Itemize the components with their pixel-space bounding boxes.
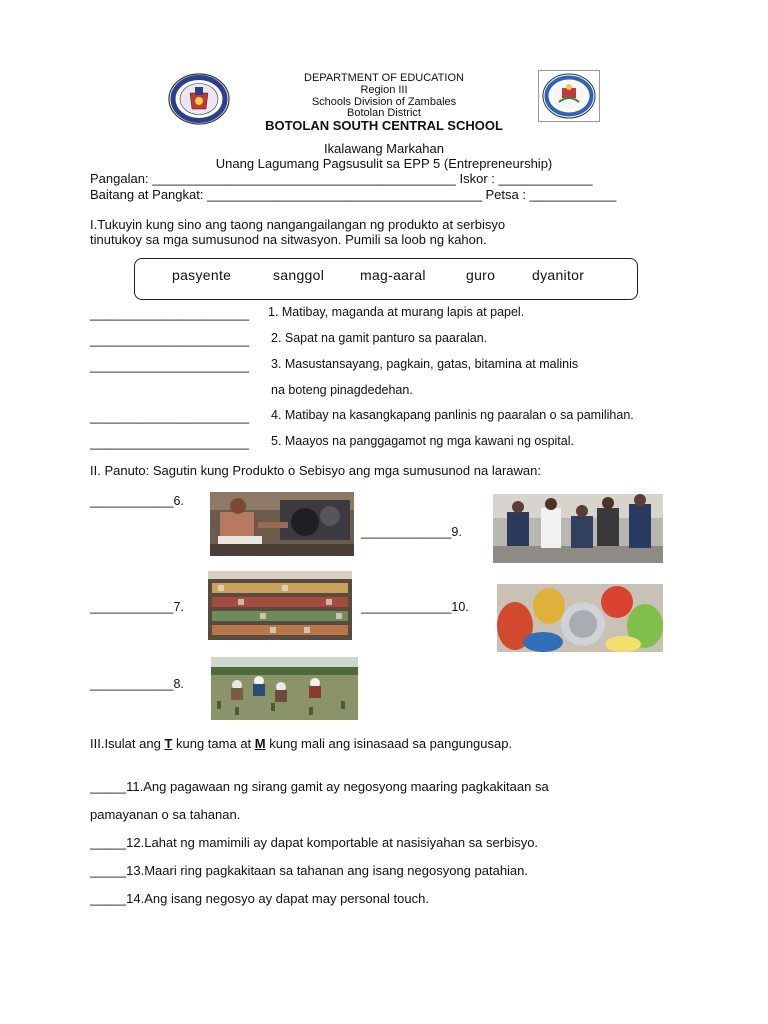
answer-blank-7[interactable]: ____________	[90, 600, 174, 614]
answer-blank-3[interactable]: ______________________	[90, 358, 250, 373]
choice-guro: guro	[466, 267, 496, 283]
name-field	[90, 171, 593, 186]
mali-letter: M	[254, 736, 266, 751]
item10-label	[361, 600, 469, 614]
statement-11	[90, 779, 549, 794]
answer-blank-2[interactable]: ______________________	[90, 332, 250, 347]
police-photo	[493, 494, 663, 563]
region-name: Region III	[360, 84, 408, 96]
statement-12	[90, 835, 538, 850]
part3-instruction-mid: kung tama at	[172, 736, 255, 751]
item7-label	[90, 600, 184, 614]
answer-blank-11[interactable]: _____	[90, 779, 127, 794]
answer-blank-9[interactable]: _____________	[361, 525, 452, 539]
grade-label: Baitang at Pangkat:	[90, 187, 204, 202]
item-number-6: 6.	[173, 494, 184, 508]
statement-11-continuation: pamayanan o sa tahanan.	[90, 807, 241, 822]
choice-mag-aaral: mag-aaral	[360, 267, 426, 283]
item6-label	[90, 494, 184, 508]
division-name: Schools Division of Zambales	[311, 96, 457, 108]
answer-blank-12[interactable]: _____	[90, 835, 127, 850]
part1-instruction-line2: tinutukoy sa mga sumusunod na sitwasyon. Pumili sa loob ng kahon.	[90, 232, 487, 247]
question-1: 1. Matibay, maganda at murang lapis at papel.	[268, 305, 525, 319]
question-3: 3. Masustansayang, pagkain, gatas, bitamina at malinis	[271, 357, 579, 371]
grade-blank[interactable]: ______________________________________	[207, 187, 482, 202]
part2-instruction: II. Panuto: Sagutin kung Produkto o Sebisyo ang mga sumusunod na larawan:	[90, 463, 541, 478]
question-2: 2. Sapat na gamit panturo sa paaralan.	[271, 331, 488, 345]
answer-blank-5[interactable]: ______________________	[90, 435, 250, 450]
answer-blank-14[interactable]: _____	[90, 891, 127, 906]
department-name: DEPARTMENT OF EDUCATION	[304, 72, 464, 84]
score-label: Iskor :	[459, 171, 495, 186]
answer-blank-1[interactable]: ______________________	[90, 306, 250, 321]
statement-13	[90, 863, 528, 878]
quarter-title: Ikalawang Markahan	[324, 141, 444, 156]
statement-14-text: 14.Ang isang negosyo ay dapat may personal touch.	[126, 891, 429, 906]
part1-instruction-line1: I.Tukuyin kung sino ang taong nangangailangan ng produkto at serbisyo	[90, 217, 506, 232]
statement-14	[90, 891, 429, 906]
answer-blank-13[interactable]: _____	[90, 863, 127, 878]
tama-letter: T	[164, 736, 173, 751]
answer-blank-4[interactable]: ______________________	[90, 409, 250, 424]
part3-instruction-post: kung mali ang isinasaad sa pangungusap.	[265, 736, 513, 751]
answer-blank-6[interactable]: ____________	[90, 494, 174, 508]
item-number-8: 8.	[173, 677, 184, 691]
rice-field-photo	[211, 657, 358, 720]
statement-13-text: 13.Maari ring pagkakitaan sa tahanan ang isang negosyong patahian.	[126, 863, 529, 878]
store-goods-photo	[208, 571, 352, 640]
date-label: Petsa :	[485, 187, 526, 202]
district-name: Botolan District	[347, 107, 421, 119]
part3-instruction-pre: III.Isulat ang	[90, 736, 165, 751]
question-5: 5. Maayos na panggagamot ng mga kawani ng ospital.	[271, 434, 574, 448]
item8-label	[90, 677, 184, 691]
choice-sanggol: sanggol	[273, 267, 325, 283]
question-3-continuation: na boteng pinagdedehan.	[271, 383, 413, 397]
test-title: Unang Lagumang Pagsusulit sa EPP 5 (Entrepreneurship)	[215, 156, 553, 171]
score-blank[interactable]: _____________	[498, 171, 593, 186]
item-number-10: 10.	[451, 600, 469, 614]
repair-shop-photo	[210, 492, 354, 556]
item-number-9: 9.	[451, 525, 462, 539]
item-number-7: 7.	[173, 600, 184, 614]
question-4: 4. Matibay na kasangkapang panlinis ng paaralan o sa pamilihan.	[271, 408, 634, 422]
answer-blank-10[interactable]: _____________	[361, 600, 452, 614]
grade-field	[90, 187, 616, 202]
answer-blank-8[interactable]: ____________	[90, 677, 174, 691]
school-name: BOTOLAN SOUTH CENTRAL SCHOOL	[265, 118, 503, 133]
part3-instruction	[90, 736, 512, 751]
canned-goods-photo	[497, 584, 663, 652]
name-blank[interactable]: __________________________________________	[152, 171, 456, 186]
item9-label	[361, 525, 462, 539]
choice-pasyente: pasyente	[172, 267, 232, 283]
date-blank[interactable]: ____________	[529, 187, 617, 202]
choice-dyanitor: dyanitor	[532, 267, 585, 283]
statement-11-text: 11.Ang pagawaan ng sirang gamit ay negosyong maaring pagkakitaan sa	[126, 779, 549, 794]
statement-12-text: 12.Lahat ng mamimili ay dapat komportable at nasisiyahan sa serbisyo.	[126, 835, 539, 850]
name-label: Pangalan:	[90, 171, 149, 186]
